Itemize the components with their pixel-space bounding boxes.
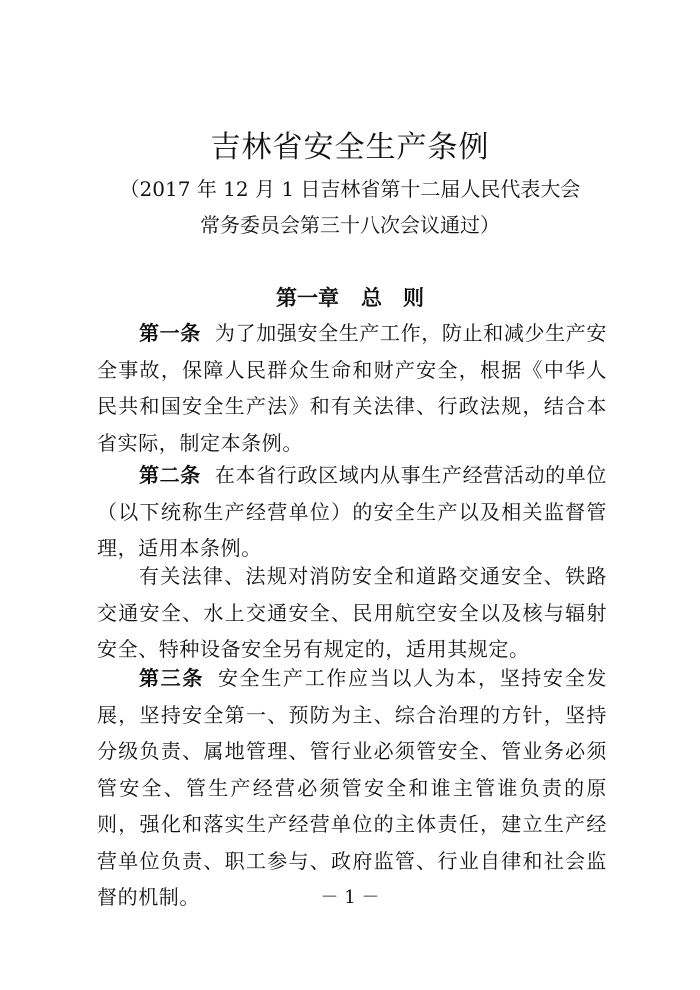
article-1 bbox=[97, 315, 607, 461]
article-2-text: 在本省行政区域内从事生产经营活动的单位（以下统称生产经营单位）的安全生产以及相关监督管理，适用本条例。 bbox=[97, 463, 607, 560]
article-3 bbox=[97, 660, 607, 916]
document-title: 吉林省安全生产条例 bbox=[210, 130, 490, 165]
article-3-label: 第三条 bbox=[139, 666, 205, 690]
chapter-name: 总 则 bbox=[361, 286, 424, 310]
article-2-label: 第二条 bbox=[139, 463, 201, 487]
chapter-heading bbox=[0, 283, 700, 313]
article-2 bbox=[97, 457, 607, 567]
document-subtitle-line2: 常务委员会第三十八次会议通过） bbox=[200, 213, 500, 237]
article-1-label: 第一条 bbox=[139, 321, 201, 345]
page-number: － 1 － bbox=[320, 887, 380, 908]
article-2-paragraph-2 bbox=[97, 558, 607, 668]
article-2-extra-text: 有关法律、法规对消防安全和道路交通安全、铁路交通安全、水上交通安全、民用航空安全以及核与辐射安全、特种设备安全另有规定的，适用其规定。 bbox=[97, 564, 607, 661]
chapter-number: 第一章 bbox=[276, 286, 339, 310]
document-subtitle-line1: （2017 年 12 月 1 日吉林省第十二届人民代表大会 bbox=[119, 177, 581, 201]
article-3-text: 安全生产工作应当以人为本，坚持安全发展，坚持安全第一、预防为主、综合治理的方针，坚持分级负责、属地管理、管行业必须管安全、管业务必须管安全、管生产经营必须管安全和谁主管谁负责的原则，强化和落实生产经营单位的主体责任，建立生产经营单位负责、职工参与、政府监管、行业自律和社会监督的机制。 bbox=[97, 666, 607, 909]
article-1-text: 为了加强安全生产工作，防止和减少生产安全事故，保障人民群众生命和财产安全，根据《中华人民共和国安全生产法》和有关法律、行政法规，结合本省实际，制定本条例。 bbox=[97, 321, 607, 455]
